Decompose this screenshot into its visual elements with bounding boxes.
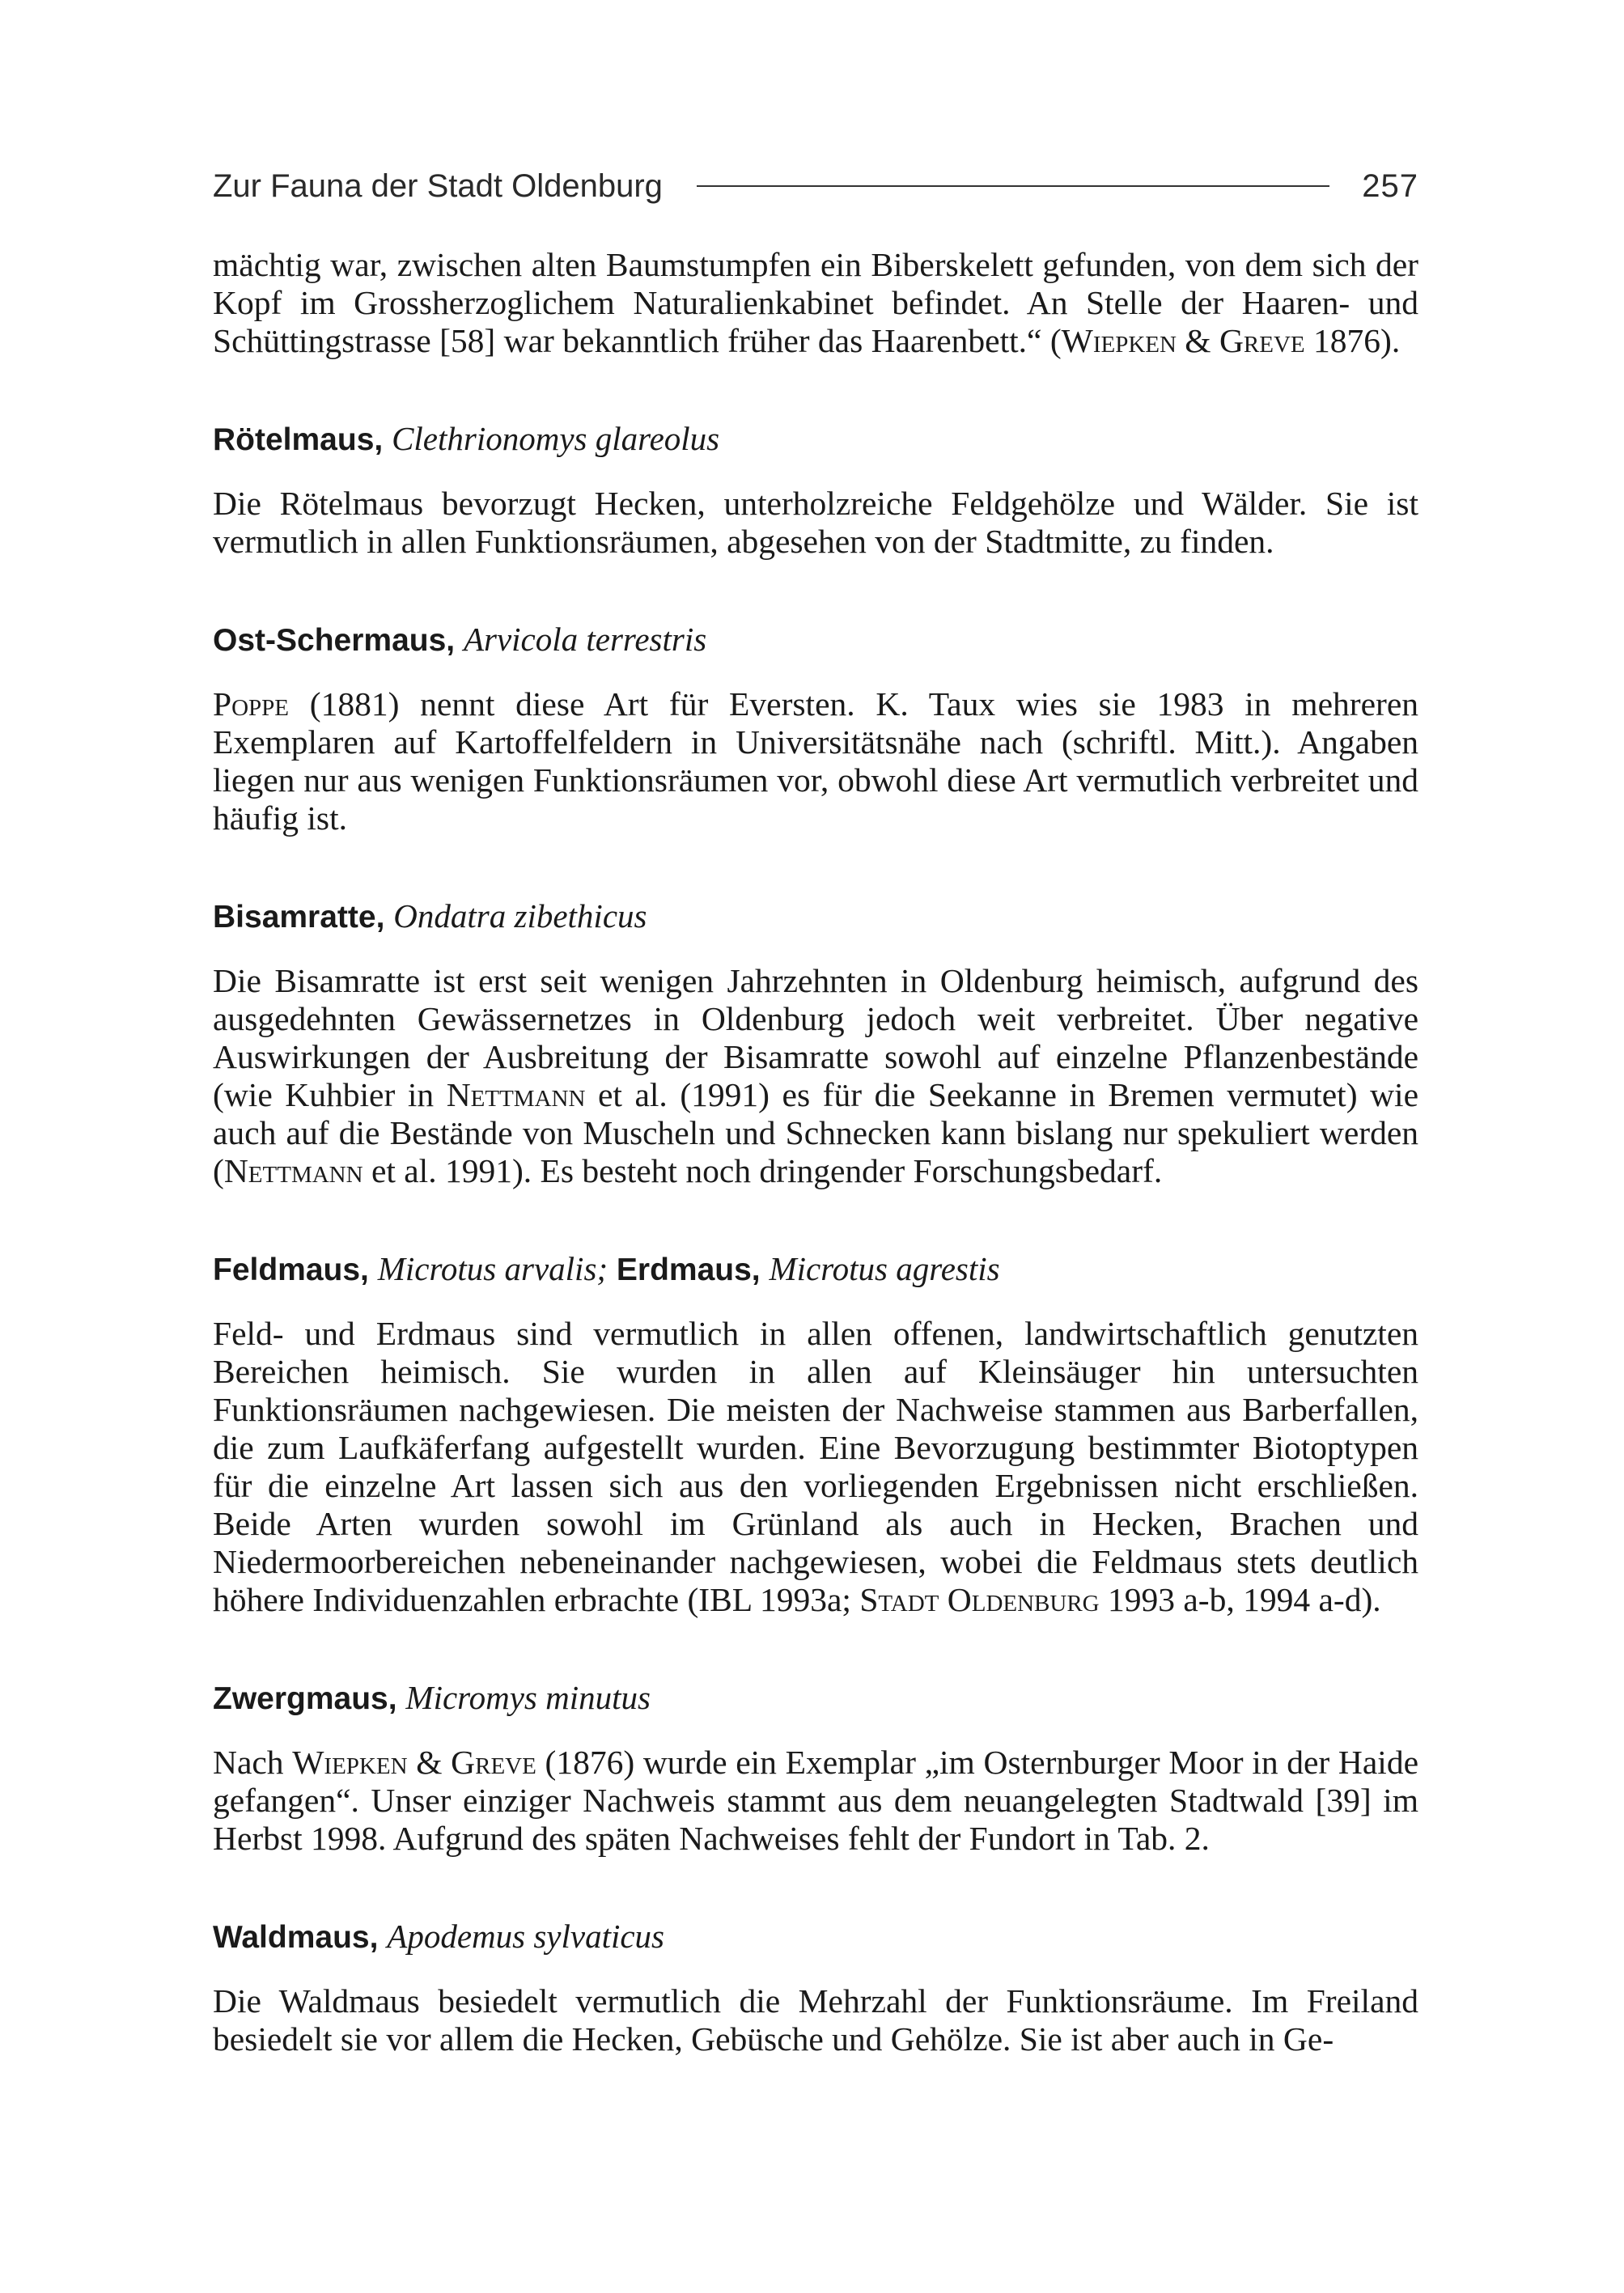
section-paragraph: [213, 1315, 1418, 1619]
section-paragraph: [213, 962, 1418, 1190]
author-citation: Wiepken & Greve: [292, 1744, 536, 1781]
common-name: Waldmaus,: [213, 1920, 379, 1955]
scientific-name: Ondatra zibethicus: [393, 897, 647, 935]
paragraph-text: (1881) nennt diese Art für Eversten. K. Taux wies sie 1983 in mehreren Exemplaren auf Kartoffelfeldern in Universitätsnähe nach (schriftl. Mitt.). Angaben liegen nur aus wenigen Funktionsräumen vor, obwohl diese Art vermutlich verbreitet und häufig ist.: [213, 685, 1418, 837]
section-ostschermaus: [213, 621, 1418, 837]
common-name: Zwergmaus,: [213, 1681, 397, 1716]
paragraph-text: 1993 a-b, 1994 a-d).: [1099, 1581, 1381, 1618]
scientific-name: Microtus agrestis: [769, 1250, 1000, 1287]
running-head-title: Zur Fauna der Stadt Oldenburg: [213, 167, 663, 204]
paragraph-text: (1876) wurde ein Exemplar „im Osternburger Moor in der Haide gefangen“. Unser einziger Nachweis stammt aus dem neuangelegten Stadtwald [39] im Herbst 1998. Aufgrund des späten Nachweises fehlt der Fundort in Tab. 2.: [213, 1744, 1418, 1857]
section-paragraph: [213, 685, 1418, 837]
document-page: [213, 154, 1418, 2058]
paragraph-text: Nach: [213, 1744, 293, 1781]
common-name: Erdmaus,: [616, 1252, 761, 1287]
paragraph-text: Feld- und Erdmaus sind vermutlich in allen offenen, landwirtschaftlich genutzten Bereichen heimisch. Sie wurden in allen auf Kleinsäuger hin untersuchten Funktionsräumen nachgewiesen. Die meisten der Nachweise stammen aus Barberfallen, die zum Laufkäferfang aufgestellt wurden. Eine Bevorzugung bestimmter Biotoptypen für die einzelne Art lassen sich aus den vorliegenden Ergebnissen nicht erschließen. Beide Arten wurden sowohl im Grünland als auch in Hecken, Brachen und Niedermoorbereichen nebeneinander nachgewiesen, wobei die Feldmaus stets deutlich höhere Individuenzahlen erbrachte (IBL 1993a;: [213, 1315, 1418, 1618]
author-citation: Poppe: [213, 685, 289, 723]
section-waldmaus: [213, 1918, 1418, 2058]
scientific-name: Apodemus sylvaticus: [387, 1918, 665, 1955]
paragraph-text: Die Bisamratte ist erst seit wenigen Jahrzehnten in Oldenburg heimisch, aufgrund des ausgedehnten Gewässernetzes in Oldenburg jedoch weit verbreitet. Über negative Auswirkungen der Ausbreitung der Bisamratte sowohl auf einzelne Pflanzenbestände (wie Kuhbier in: [213, 962, 1418, 1113]
intro-text-after: 1876).: [1304, 322, 1401, 359]
scientific-name: Microtus arvalis;: [377, 1250, 608, 1287]
scientific-name: Clethrionomys glareolus: [392, 420, 720, 457]
section-zwergmaus: [213, 1679, 1418, 1858]
section-paragraph: Die Waldmaus besiedelt vermutlich die Mehrzahl der Funktionsräume. Im Freiland besiedelt sie vor allem die Hecken, Gebüsche und Gehölze. Sie ist aber auch in Ge-: [213, 1982, 1418, 2058]
section-heading: [213, 897, 1418, 936]
paragraph-text: et al. 1991). Es besteht noch dringender Forschungsbedarf.: [363, 1152, 1163, 1189]
intro-text-before: mächtig war, zwischen alten Baumstumpfen ein Biberskelett gefunden, von dem sich der Kopf im Grossherzoglichem Naturalienkabinet befindet. An Stelle der Haaren- und Schüttingstrasse [58] war bekanntlich früher das Haarenbett.“ (: [213, 246, 1418, 359]
section-feldmaus-erdmaus: [213, 1250, 1418, 1619]
scientific-name: Micromys minutus: [405, 1679, 651, 1716]
scientific-name: Arvicola terrestris: [463, 621, 707, 658]
running-head: [213, 154, 1418, 218]
section-paragraph: [213, 1744, 1418, 1858]
section-roetelmaus: [213, 420, 1418, 561]
header-rule: [697, 185, 1329, 187]
common-name: Bisamratte,: [213, 900, 385, 935]
paragraph-text: et al. (1991) es für die Seekanne in Bremen vermutet) wie auch auf die Bestände von Muscheln und Schnecken kann bislang nur spekuliert werden (: [213, 1076, 1418, 1189]
common-name: Rötelmaus,: [213, 422, 384, 457]
section-heading: [213, 420, 1418, 459]
author-citation: Nettmann: [446, 1076, 586, 1113]
intro-author: Wiepken & Greve: [1061, 322, 1305, 359]
author-citation: Stadt Oldenburg: [859, 1581, 1100, 1618]
section-heading: [213, 621, 1418, 659]
section-heading: [213, 1250, 1418, 1289]
section-heading: [213, 1679, 1418, 1718]
section-bisamratte: [213, 897, 1418, 1190]
common-name: Feldmaus,: [213, 1252, 369, 1287]
intro-paragraph: [213, 246, 1418, 360]
page-number: 257: [1362, 167, 1418, 204]
common-name: Ost-Schermaus,: [213, 623, 456, 658]
author-citation: Nettmann: [223, 1152, 363, 1189]
section-heading: [213, 1918, 1418, 1956]
section-paragraph: Die Rötelmaus bevorzugt Hecken, unterholzreiche Feldgehölze und Wälder. Sie ist vermutlich in allen Funktionsräumen, abgesehen von der Stadtmitte, zu finden.: [213, 485, 1418, 560]
